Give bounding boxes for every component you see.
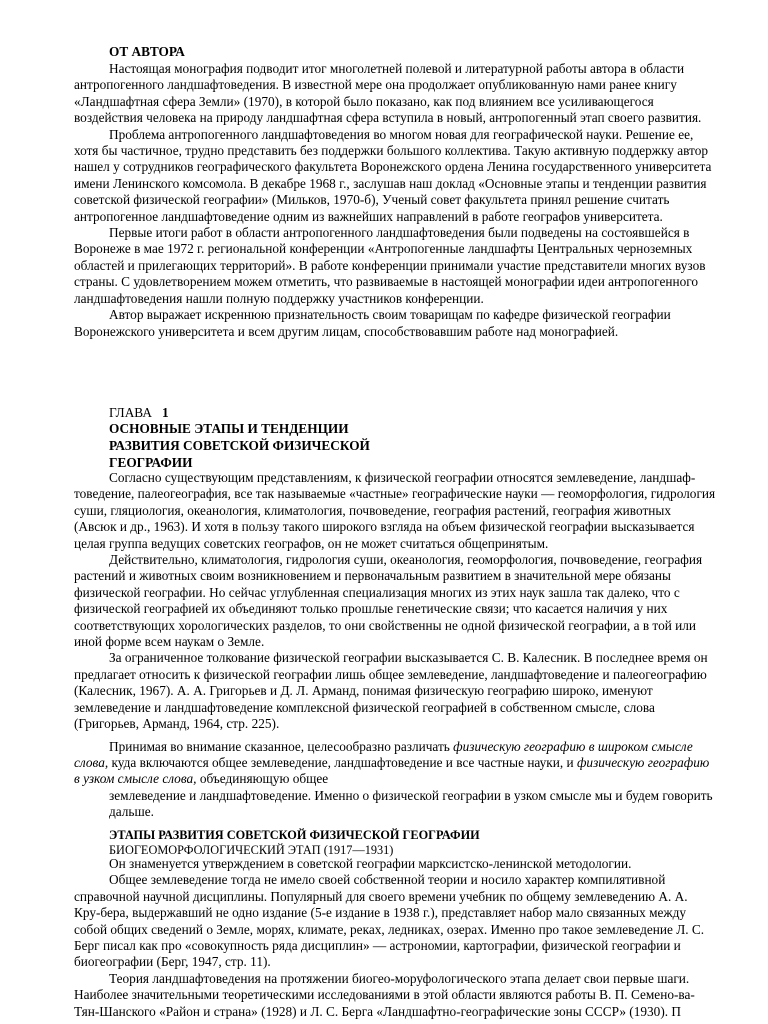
chapter-title-line-1: ОСНОВНЫЕ ЭТАПЫ И ТЕНДЕНЦИИ bbox=[109, 421, 349, 436]
chapter-paragraph-2: Действительно, климатология, гидрология суши, океанология, геоморфология, почвоведение, география растений и животных своим возникновением и первоначальным развитием в значительной мере обязаны физической географии. Но сейчас углубленная специализация многих из этих наук зашла так далеко, что с физической географией их объединяют только прошлые генетические связи; что касается наличия у них соответствующих хорологических разделов, то они свойственны не одной физической географии, а в той или иной форме всем наукам о Земле. bbox=[74, 552, 703, 650]
chapter-paragraph-1: Согласно существующим представлениям, к физической географии относятся землеведение, ландшаф-товедение, палеогеография, все так называемые «частные» географические науки — геоморфология, гидрология суши, гляциология, океанология, климатология, почвоведение, география растений, география животных (Авсюк и др., 1963). И хотя в пользу такого широкого взгляда на объем физической географии высказывается целая группа ведущих советских географов, он не может считаться общепринятым. bbox=[74, 470, 716, 551]
stage-paragraph-3: Теория ландшафтоведения на протяжении биогео-моруфологического этапа делает свои первые шаги. Наиболее значительными теоретическими исследованиями в этой области являются работы В. П. Семено-ва-Тян-Шанского «Район и страна» (1928) и Л. С. Берга «Ландшафтно-географические зоны СССР» (1930). П bbox=[74, 970, 695, 1019]
accepting-text-1: Принимая во внимание сказанное, целесообразно различать bbox=[109, 738, 454, 754]
chapter-title-line-2: РАЗВИТИЯ СОВЕТСКОЙ ФИЗИЧЕСКОЙ bbox=[109, 438, 370, 453]
stage-paragraph-1: Он знаменуется утверждением в советской географии марксистско-ленинской методологии. bbox=[109, 856, 632, 871]
chapter-title bbox=[109, 420, 370, 471]
preface-paragraph-3: Первые итоги работ в области антропогенного ландшафтоведения были подведены на состоявшейся в Воронеже в мае 1972 г. региональной конференции «Антропогенные ландшафты Центральных черноземных областей и прилегающих территорий». В работе конференции принимали участие представители многих вузов страны. С удовлетворением можем отметить, что развиваемые в настоящей монографии идеи антропогенного ландшафтоведения нашли полную поддержку участников конференции. bbox=[74, 225, 706, 306]
stage-body bbox=[74, 856, 716, 1020]
preface-paragraph-2: Проблема антропогенного ландшафтоведения во многом новая для географической науки. Решение ее, хотя бы частичное, трудно представить без поддержки большого коллектива. Такую активную поддержку автор нашел у сотрудников географического факультета Воронежского ордена Ленина государственного университета имени Ленинского комсомола. В декабре 1968 г., заслушав наш доклад «Основные этапы и тенденции развития советской физической географии» (Мильков, 1970-б), Ученый совет факультета принял решение считать антропогенное ландшафтоведение одним из важнейших направлений в работе географов университета. bbox=[74, 126, 712, 224]
chapter-number: 1 bbox=[161, 405, 169, 420]
preface-section bbox=[74, 61, 716, 340]
chapter-body bbox=[74, 470, 716, 821]
chapter-paragraph-3: За ограниченное толкование физической географии высказывается С. В. Калесник. В последнее время он предлагает относить к физической географии лишь общее землеведение, ландшафтоведение и палеогеографию (Калесник, 1967). А. А. Григорьев и Д. Л. Арманд, понимая физическую географию широко, именуют землеведение и ландшафтоведение комплексной физической географией в собственном смысле, слова (Григорьев, Арманд, 1964, стр. 225). bbox=[74, 650, 708, 732]
chapter-title-line-3: ГЕОГРАФИИ bbox=[109, 455, 193, 470]
accepting-text-2: куда включаются общее землеведение, ландшафтоведение и все частные науки, и bbox=[108, 754, 577, 770]
author-heading: ОТ АВТОРА bbox=[109, 44, 185, 59]
accepting-emphasis-2: физическую географию в узком смысле слова, bbox=[74, 754, 710, 787]
chapter-label bbox=[109, 404, 169, 421]
accepting-continuation: землеведение и ландшафтоведение. Именно о физической географии в узком смысле мы и будем говорить дальше. bbox=[109, 787, 713, 820]
stages-heading: ЭТАПЫ РАЗВИТИЯ СОВЕТСКОЙ ФИЗИЧЕСКОЙ ГЕОГРАФИИ bbox=[109, 828, 480, 842]
stage-paragraph-2: Общее землеведение тогда не имело своей собственной теории и носило характер компилятивной справочной научной дисциплины. Популярный для своего времени учебник по общему землеведению А. А. Кру-бера, выдержавший не одно издание (5-е издание в 1938 г.), представляет набор мало связанных между собой общих сведений о Земле, морях, климате, реках, ледниках, озерах. Именно про такое землеведение Л. С. Берг писал как про «совокупность ряда дисциплин» — астрономии, картографии, физической географии и биогеографии (Берг, 1947, стр. 11). bbox=[74, 872, 705, 970]
chapter-label-text: ГЛАВА bbox=[109, 405, 152, 420]
stage-subheading: БИОГЕОМОРФОЛОГИЧЕСКИЙ ЭТАП (1917—1931) bbox=[109, 843, 394, 857]
accepting-emphasis-1: физическую географию в широком смысле слова, bbox=[74, 738, 693, 770]
accepting-text-3: объединяющую общее bbox=[196, 771, 329, 787]
accepting-paragraph bbox=[74, 739, 716, 788]
preface-paragraph-4: Автор выражает искреннюю признательность своим товарищам по кафедре физической географии Воронежского университета и всем другим лицам, способствовавшим работе над монографией. bbox=[74, 307, 671, 339]
preface-paragraph-1: Настоящая монография подводит итог многолетней полевой и литературной работы автора в области антропогенного ландшафтоведения. В известной мере она продолжает опубликованную нами ранее книгу «Ландшафтная сфера Земли» (1970), в которой было показано, как под влиянием все усиливающегося воздействия человека на природу ландшафтная сфера вступила в новый, антропогенный этап своего развития. bbox=[74, 61, 702, 126]
